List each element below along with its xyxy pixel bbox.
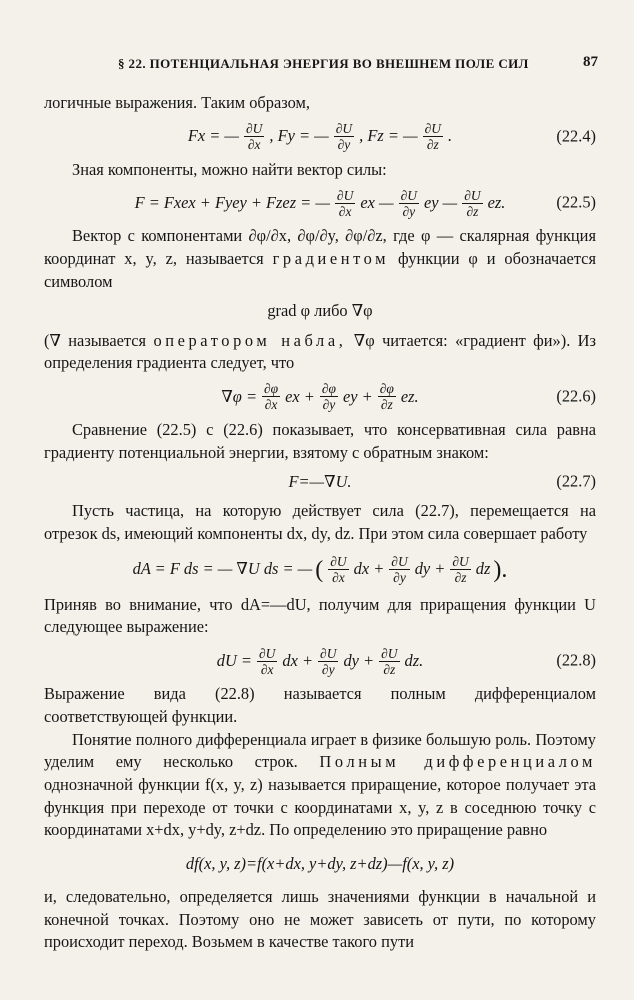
eq-term: dz bbox=[475, 559, 491, 579]
spaced-term: градиентом bbox=[272, 249, 390, 269]
eq-term: dy + bbox=[343, 650, 375, 670]
equation-22-6 bbox=[44, 377, 596, 417]
equation-number: (22.5) bbox=[556, 193, 596, 213]
spaced-term: Полным дифференциалом bbox=[319, 752, 596, 772]
running-title: § 22. ПОТЕНЦИАЛЬНАЯ ЭНЕРГИЯ ВО ВНЕШНЕМ ПОЛЕ СИЛ bbox=[118, 56, 529, 71]
paren: ( bbox=[315, 556, 324, 583]
paragraph: Пусть частица, на которую действует сила (22.7), перемещается на отрезок ds, имеющий компоненты dx, dy, dz. При этом сила совершает работу bbox=[44, 501, 596, 544]
fraction: $\frac{\partial\varphi}{\partial x}$ bbox=[264, 381, 279, 413]
fraction: $\frac{\partial U}{\partial y}$ bbox=[320, 645, 337, 677]
paragraph: и, следовательно, определяется лишь значениями функции в начальной и конечной точках. Поэтому оно не может зависеть от пути, по которому происходит переход. Возьмем в качестве такого пути bbox=[44, 887, 596, 952]
eq-term: dx + bbox=[282, 650, 314, 670]
eq-term: ey + bbox=[343, 386, 373, 406]
spaced-term: оператором набла, bbox=[153, 330, 347, 350]
fraction: $\frac{\partial U}{\partial y}$ bbox=[335, 121, 353, 153]
page-number: 87 bbox=[583, 54, 598, 70]
equation-work bbox=[44, 548, 596, 592]
equation-number: (22.6) bbox=[556, 386, 596, 406]
eq-term: dx + bbox=[353, 559, 385, 579]
eq-term: F = Fxex + Fyey + Fzez = — bbox=[134, 193, 330, 213]
fraction: $\frac{\partial U}{\partial z}$ bbox=[424, 121, 441, 153]
fraction: $\frac{\partial U}{\partial x}$ bbox=[336, 187, 354, 219]
fraction: $\frac{\partial U}{\partial y}$ bbox=[400, 187, 417, 219]
fraction: $\frac{\partial\varphi}{\partial y}$ bbox=[321, 381, 337, 413]
fraction: $\frac{\partial U}{\partial x}$ bbox=[330, 554, 347, 586]
eq-term: , Fy = — bbox=[269, 126, 329, 146]
eq-term: . bbox=[448, 126, 453, 146]
paragraph: логичные выражения. Таким образом, bbox=[44, 93, 310, 112]
paren: ). bbox=[493, 556, 508, 583]
equation-df: df(x, y, z)=f(x+dx, y+dy, z+dz)—f(x, y, z) bbox=[185, 853, 455, 873]
equation-grad: grad φ либо ∇φ bbox=[267, 301, 373, 321]
paragraph: Сравнение (22.5) с (22.6) показывает, что консервативная сила равна градиенту потенциальной энергии, взятому с обратным знаком: bbox=[44, 419, 596, 462]
paragraph: Выражение вида (22.8) называется полным дифференциалом соответствующей функции. bbox=[44, 684, 596, 726]
eq-term: ez. bbox=[487, 193, 506, 213]
equation-22-7: F=—∇U. (22.7) bbox=[44, 466, 596, 498]
fraction: $\frac{\partial U}{\partial z}$ bbox=[452, 554, 469, 586]
fraction: $\frac{\partial U}{\partial z}$ bbox=[381, 645, 398, 677]
equation-number: (22.7) bbox=[556, 471, 596, 491]
equation-22-5 bbox=[44, 183, 596, 223]
body-text bbox=[44, 92, 596, 954]
eq-term: ex — bbox=[360, 193, 394, 213]
paragraph: Приняв во внимание, что dA=—dU, получим для приращения функции U следующее выражение: bbox=[44, 594, 596, 637]
equation-number: (22.4) bbox=[556, 126, 596, 146]
eq-term: dU = bbox=[216, 650, 252, 670]
paragraph: Понятие полного дифференциала играет в физике большую роль. Поэтому уделим ему несколько строк. Полным дифференциалом однозначной функции f(x, y, z) называется приращение, которое получает эта функция при переходе от точки с координатами x, y, z в соседнюю точку с координатами x+dx, y+dy, z+dz. По определению это приращение равно bbox=[44, 729, 596, 840]
equation-number: (22.8) bbox=[556, 650, 596, 670]
fraction: $\frac{\partial U}{\partial x}$ bbox=[258, 645, 276, 677]
equation-22-4 bbox=[44, 117, 596, 157]
fraction: $\frac{\partial\varphi}{\partial z}$ bbox=[379, 381, 394, 413]
fraction: $\frac{\partial U}{\partial y}$ bbox=[391, 554, 408, 586]
eq-term: dA = F ds = — ∇U ds = — bbox=[132, 559, 313, 579]
eq-term: ∇φ = bbox=[221, 386, 258, 406]
paragraph: (∇ называется оператором набла, ∇φ читается: «градиент фи»). Из определения градиента следует, что bbox=[44, 330, 596, 373]
paragraph: Зная компоненты, можно найти вектор силы: bbox=[72, 159, 387, 179]
eq-term: Fx = — bbox=[187, 126, 239, 146]
fraction: $\frac{\partial U}{\partial z}$ bbox=[464, 187, 481, 219]
eq-term: ez. bbox=[400, 386, 419, 406]
paragraph: Вектор с компонентами ∂φ/∂x, ∂φ/∂y, ∂φ/∂z, где φ — скалярная функция координат x, y, z, называется градиентом функции φ и обозначается символом bbox=[44, 226, 596, 291]
equation-22-8 bbox=[44, 641, 596, 681]
eq-term: dy + bbox=[414, 559, 446, 579]
page-header bbox=[118, 56, 598, 80]
eq-term: ey — bbox=[423, 193, 458, 213]
eq-term: ex + bbox=[285, 386, 315, 406]
fraction: $\frac{\partial U}{\partial x}$ bbox=[246, 121, 263, 153]
eq-term: , Fz = — bbox=[359, 126, 418, 146]
eq-term: dz. bbox=[404, 650, 424, 670]
